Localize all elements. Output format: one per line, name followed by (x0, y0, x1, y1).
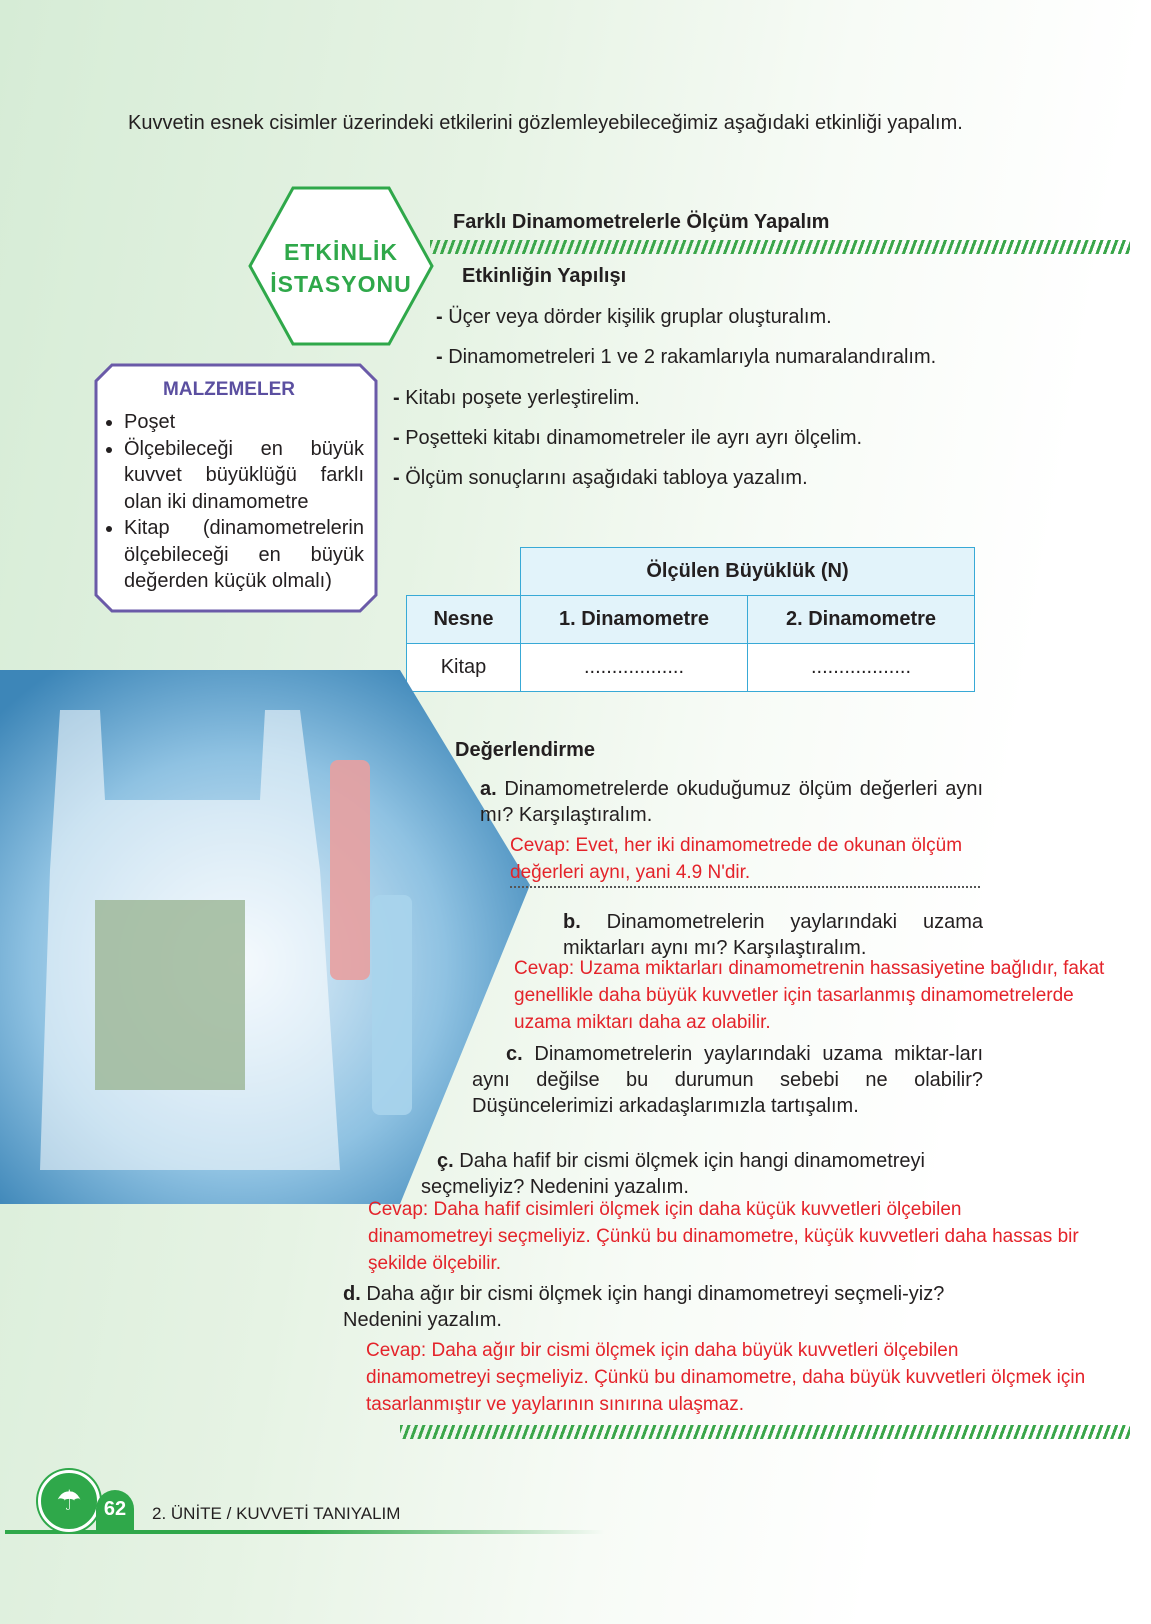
answer-b: Cevap: Uzama miktarları dinamometrenin hassasiyetine bağlıdır, fakat genellikle daha büyük kuvvetler için tasarlanmış dinamometrelerde uzama miktarı daha az olabilir. (514, 958, 1105, 1033)
question-d: d. Daha ağır bir cismi ölçmek için hangi dinamometreyi seçmeli-yiz? Nedenini yazalım. (343, 1283, 945, 1331)
header-cell: 1. Dinamometre (521, 596, 748, 644)
question-c-cedilla: ç. Daha hafif bir cismi ölçmek için hangi dinamometreyi seçmeliyiz? Nedenini yazalım. (421, 1150, 925, 1198)
badge-line1: ETKİNLİK (283, 239, 399, 265)
page-number: 62 (96, 1490, 134, 1534)
material-item: • Ölçebileceği en büyük kuvvet büyüklüğü farklı olan iki dinamometre (124, 436, 364, 516)
divider (400, 1425, 1130, 1439)
materials-box (94, 363, 378, 613)
activity-station-badge (248, 186, 434, 346)
intro-text: Kuvvetin esnek cisimler üzerindeki etkilerini gözlemleyebileceğimiz aşağıdaki etkinliği yapalım. (128, 112, 963, 134)
step: - Üçer veya dörder kişilik gruplar oluşturalım. (436, 306, 832, 328)
table-cell: Kitap (407, 644, 521, 692)
answer-c-cedilla: Cevap: Daha hafif cisimleri ölçmek için daha küçük kuvvetleri ölçebilen dinamometreyi seçmeliyiz. Çünkü bu dinamometre, küçük kuvvetleri daha hassas bir şekilde ölçebilir. (368, 1199, 1079, 1274)
step: - Ölçüm sonuçlarını aşağıdaki tabloya yazalım. (393, 467, 808, 489)
footer-line (5, 1530, 605, 1534)
material-item: • Kitap (dinamometrelerin ölçebileceği en büyük değerden küçük olmalı) (124, 515, 364, 595)
answer-d: Cevap: Daha ağır bir cismi ölçmek için daha büyük kuvvetleri ölçebilen dinamometreyi seçmeliyiz. Çünkü bu dinamometre, daha büyük kuvvetleri ölçmek için tasarlanmıştır ve yaylarının sınırına ulaşmaz. (366, 1340, 1086, 1415)
procedure-title: Etkinliğin Yapılışı (462, 265, 627, 287)
activity-title: Farklı Dinamometrelerle Ölçüm Yapalım (453, 211, 830, 233)
table-cell[interactable]: .................. (521, 644, 748, 692)
material-item: • Poşet (124, 409, 364, 436)
question-a: a. Dinamometrelerde okuduğumuz ölçüm değerleri aynı mı? Karşılaştıralım. (480, 778, 984, 826)
badge-line2: İSTASYONU (270, 271, 412, 297)
evaluation-title: Değerlendirme (455, 739, 596, 761)
header-cell: 2. Dinamometre (748, 596, 975, 644)
answer-a: Cevap: Evet, her iki dinamometrede de okunan ölçüm değerleri aynı, yani 4.9 N'dir. (510, 832, 980, 888)
step: - Kitabı poşete yerleştirelim. (393, 387, 640, 409)
bag-dynamometer-illustration (0, 670, 530, 1204)
materials-title: MALZEMELER (163, 379, 295, 400)
header-cell: Nesne (407, 596, 521, 644)
parachute-icon: ☂ (38, 1470, 100, 1532)
group-header: Ölçülen Büyüklük (N) (521, 548, 975, 596)
divider (430, 240, 1130, 254)
question-c: c. Dinamometrelerin yaylarındaki uzama miktar-ları aynı değilse bu durumun sebebi ne olabilir? Düşüncelerimizi arkadaşlarımızla tartışalım. (472, 1043, 983, 1117)
step: - Poşetteki kitabı dinamometreler ile ayrı ayrı ölçelim. (393, 427, 863, 449)
unit-title: 2. ÜNİTE / KUVVETİ TANIYALIM (152, 1504, 401, 1523)
table-cell[interactable]: .................. (748, 644, 975, 692)
step: - Dinamometreleri 1 ve 2 rakamlarıyla numaralandıralım. (436, 346, 937, 368)
question-b: b. Dinamometrelerin yaylarındaki uzama miktarları aynı mı? Karşılaştıralım. (563, 911, 983, 959)
